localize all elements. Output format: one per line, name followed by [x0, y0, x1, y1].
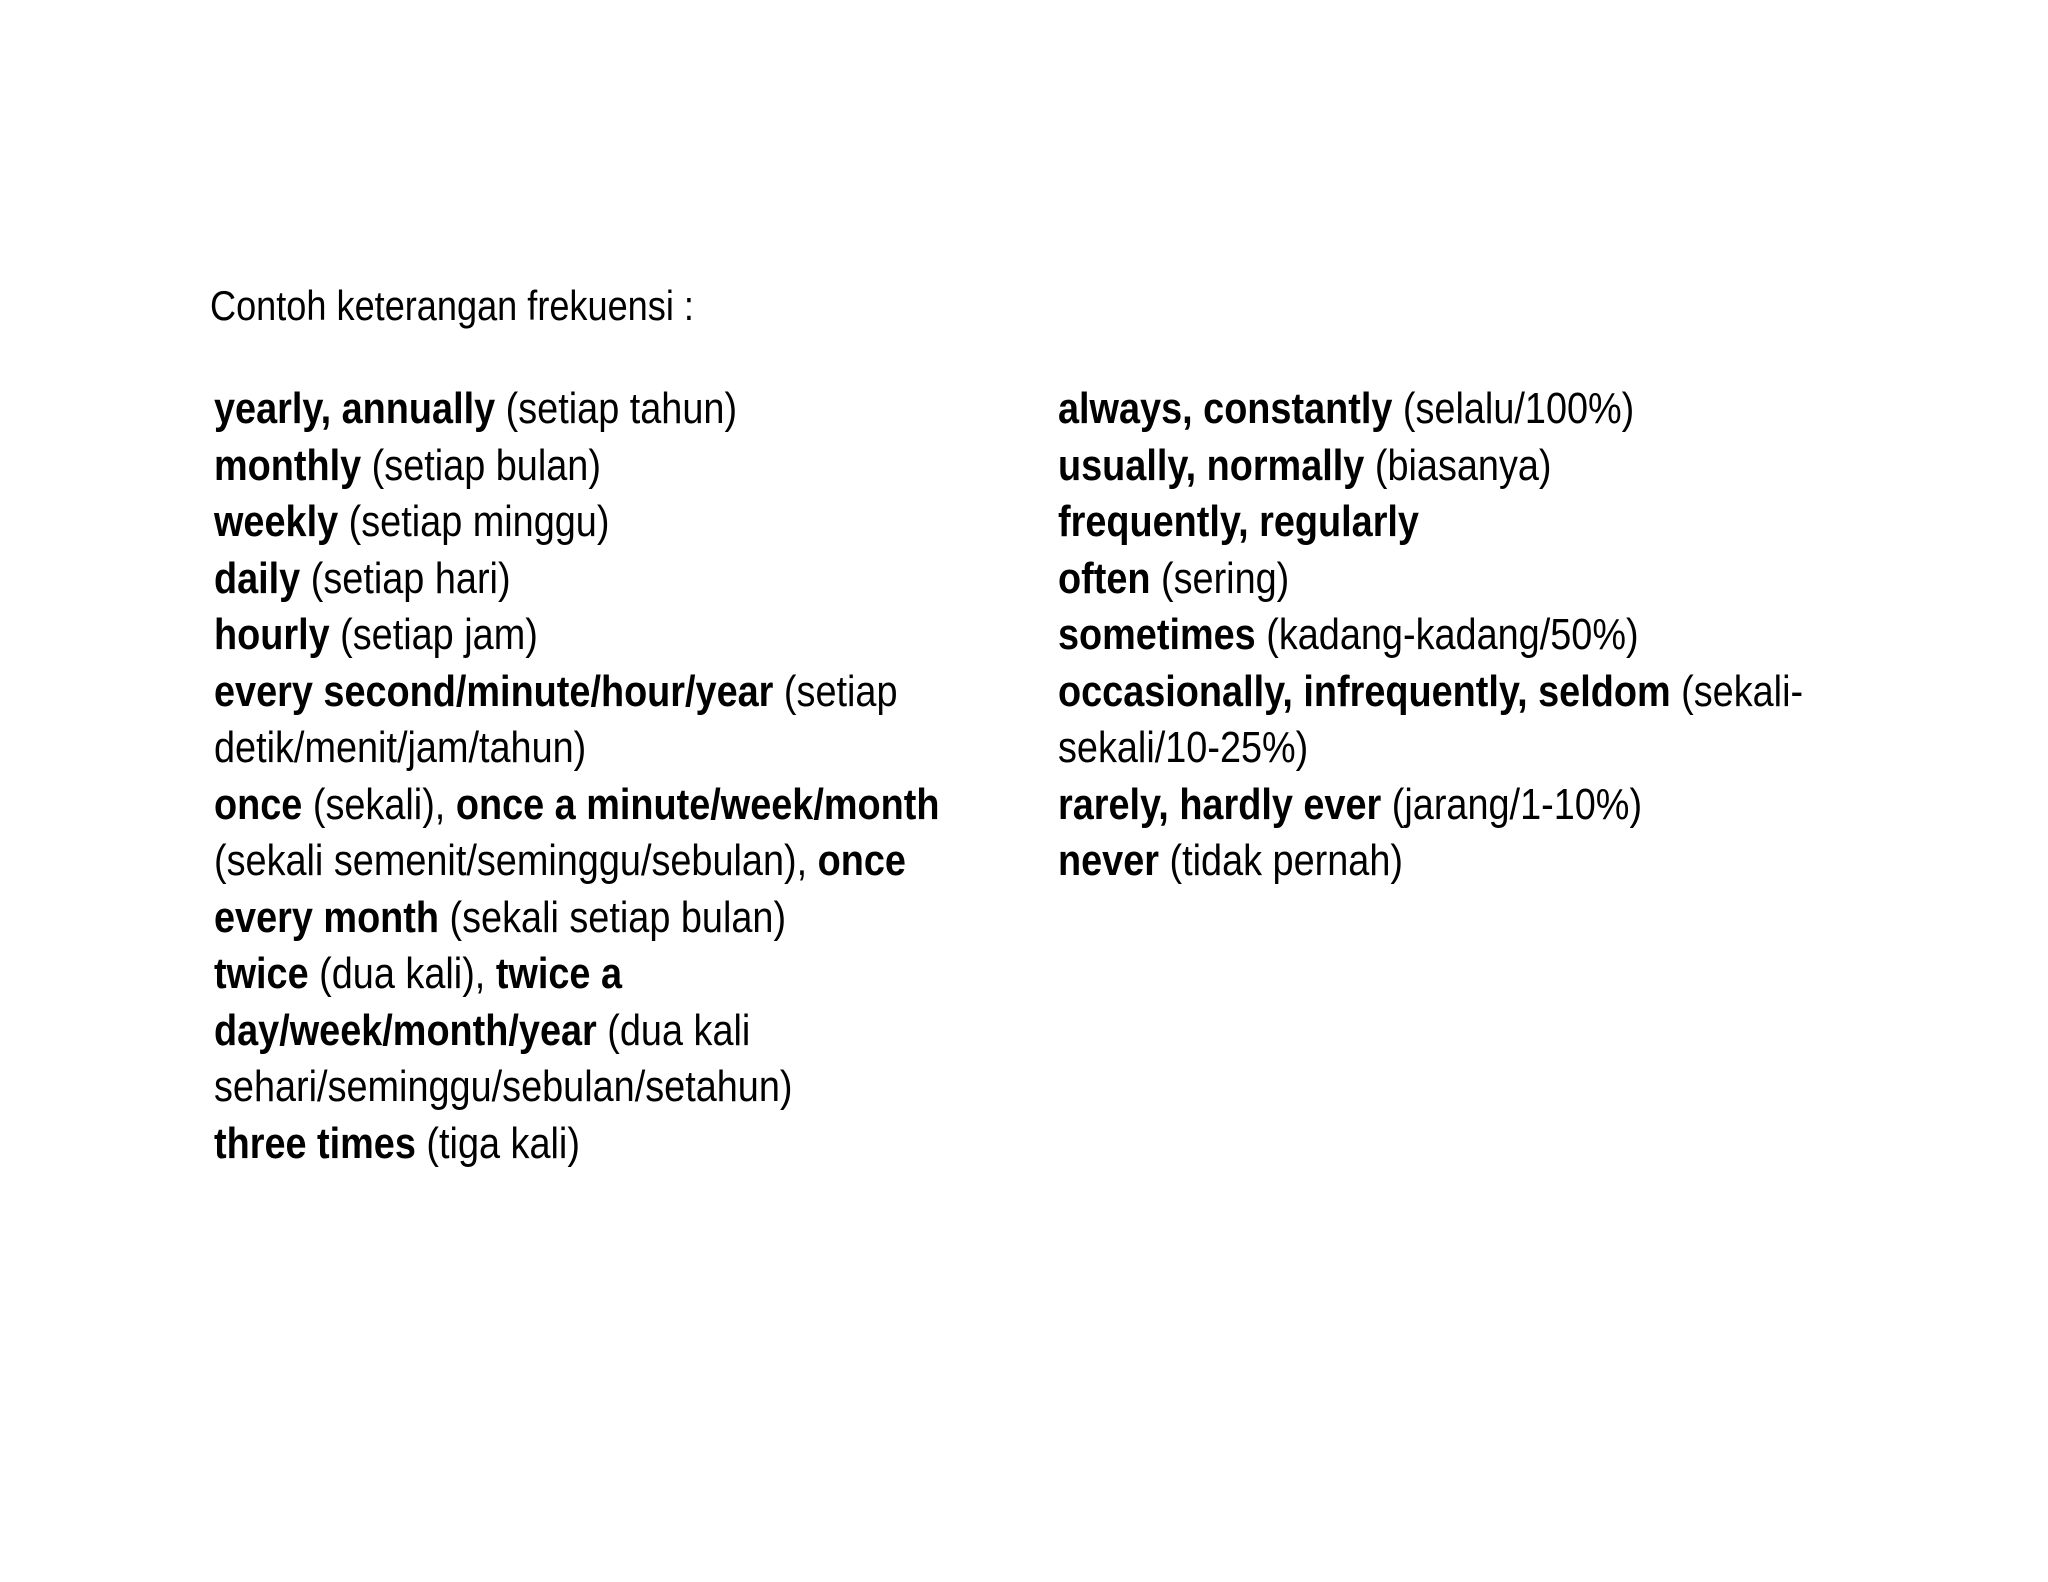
list-item: [1058, 494, 1829, 551]
entry-meaning: (selalu/100%): [1402, 384, 1635, 433]
entry-meaning: (sekali-sekali/10-25%): [1058, 666, 1804, 772]
entry-meaning: (sekali semenit/seminggu/sebulan),: [214, 836, 808, 885]
entry-meaning: (dua kali sehari/seminggu/sebulan/setahun): [214, 1005, 793, 1111]
entry-meaning: (biasanya): [1374, 440, 1552, 490]
list-item: [214, 551, 985, 608]
entry-term: once a minute/week/month: [455, 779, 940, 829]
entry-meaning: (setiap jam): [340, 610, 538, 659]
entry-meaning: (sekali setiap bulan): [449, 892, 787, 942]
list-item: [214, 438, 985, 495]
entry-term: every second/minute/hour/year: [214, 666, 774, 716]
list-item: [1058, 777, 1829, 834]
list-item: [1058, 833, 1829, 890]
entry-meaning: (setiap detik/menit/jam/tahun): [214, 666, 898, 772]
list-item: [214, 777, 985, 947]
list-item: [214, 494, 985, 551]
entry-meaning: (setiap hari): [310, 553, 511, 603]
entry-meaning: (sekali),: [312, 779, 446, 829]
entry-term: often: [1058, 553, 1151, 603]
entry-term: usually, normally: [1058, 440, 1365, 490]
entry-term: monthly: [214, 440, 362, 490]
entry-term: always, constantly: [1058, 384, 1393, 433]
list-item: [1058, 551, 1829, 608]
entry-term: sometimes: [1058, 610, 1256, 659]
entry-term: rarely, hardly ever: [1058, 779, 1382, 829]
entry-term: once every month: [214, 836, 906, 942]
entry-term: once: [214, 779, 303, 829]
list-item: [214, 607, 985, 664]
entry-term: frequently, regularly: [1058, 497, 1419, 546]
entry-term: weekly: [214, 497, 339, 546]
list-item: [214, 664, 985, 777]
entry-term: twice a day/week/month/year: [214, 949, 623, 1055]
list-item: [1058, 381, 1829, 438]
frequency-list-right: [1058, 381, 1829, 890]
entry-term: twice: [214, 949, 309, 998]
entry-term: hourly: [214, 610, 330, 659]
entry-meaning: (sering): [1160, 553, 1290, 603]
list-item: [214, 946, 985, 1116]
list-item: [214, 381, 985, 438]
entry-meaning: (setiap minggu): [348, 497, 610, 546]
entry-meaning: (kadang-kadang/50%): [1266, 610, 1639, 659]
entry-term: three times: [214, 1118, 416, 1168]
list-item: [1058, 438, 1829, 495]
list-item: [214, 1116, 985, 1173]
entry-meaning: (tidak pernah): [1169, 836, 1403, 885]
frequency-list-left: [214, 381, 985, 1172]
entry-meaning: (dua kali),: [319, 949, 486, 998]
entry-term: never: [1058, 836, 1159, 885]
entry-meaning: (tiga kali): [426, 1118, 580, 1168]
list-item: [1058, 607, 1829, 664]
list-item: [1058, 664, 1829, 777]
entry-meaning: (setiap bulan): [371, 440, 601, 490]
entry-term: yearly, annually: [214, 384, 496, 433]
entry-meaning: (jarang/1-10%): [1391, 779, 1643, 829]
entry-term: daily: [214, 553, 301, 603]
entry-meaning: (setiap tahun): [505, 384, 738, 433]
page-title: Contoh keterangan frekuensi :: [210, 282, 694, 329]
entry-term: occasionally, infrequently, seldom: [1058, 666, 1671, 716]
